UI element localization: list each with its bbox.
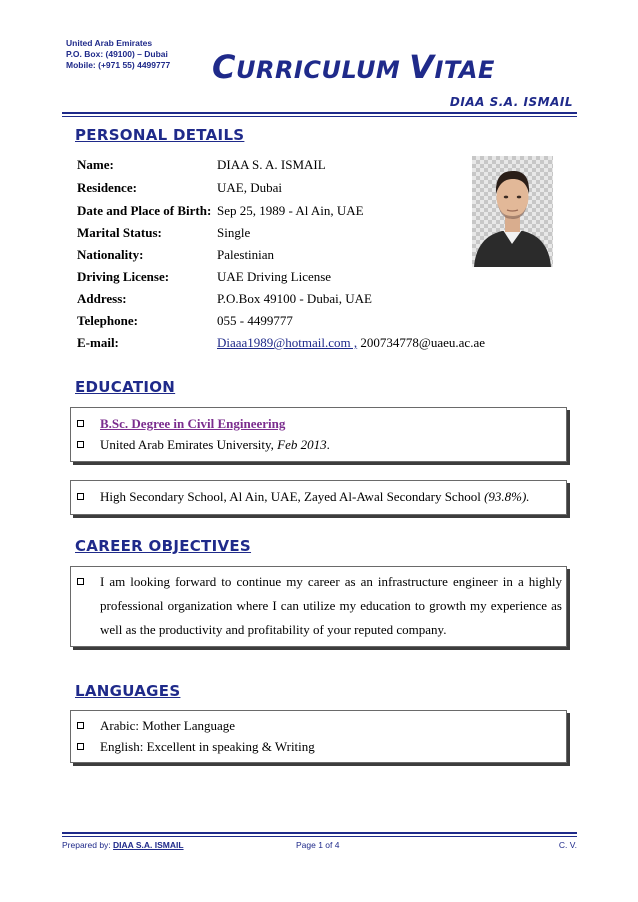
title-rest-vitae: ITAE <box>434 56 495 84</box>
university-line <box>100 435 330 455</box>
header-divider-thin <box>62 116 577 117</box>
square-bullet-icon <box>77 420 84 427</box>
personal-row-name <box>77 155 326 175</box>
address-line-country: United Arab Emirates <box>66 38 153 48</box>
personal-label: Name: <box>77 157 114 172</box>
personal-label: Address: <box>77 291 127 306</box>
personal-row-birth <box>77 201 364 221</box>
footer-prepared-by <box>62 840 184 850</box>
education-heading: EDUCATION <box>75 378 176 396</box>
footer-page-number: Page 1 of 4 <box>296 840 340 850</box>
personal-row-nationality <box>77 245 274 265</box>
personal-details-heading: PERSONAL DETAILS <box>75 126 245 144</box>
email-secondary: 200734778@uaeu.ac.ae <box>357 335 485 350</box>
personal-value: DIAA S. A. ISMAIL <box>217 157 326 172</box>
personal-row-address <box>77 289 372 309</box>
personal-row-license <box>77 267 331 287</box>
personal-value: Palestinian <box>217 247 275 262</box>
personal-row-telephone <box>77 311 293 331</box>
personal-row-marital <box>77 223 250 243</box>
footer-cv-label: C. V. <box>558 840 577 850</box>
square-bullet-icon <box>77 578 84 585</box>
personal-label: Telephone: <box>77 313 138 328</box>
header-address <box>66 38 170 71</box>
square-bullet-icon <box>77 743 84 750</box>
address-line-mobile: Mobile: (+971 55) 4499777 <box>66 60 171 70</box>
title-initial-c: C <box>212 48 236 86</box>
language-arabic: Arabic: Mother Language <box>100 718 236 733</box>
footer-prepared-label: Prepared by: <box>62 840 114 850</box>
personal-value: 055 - 4499777 <box>217 313 293 328</box>
school-grade: (93.8%). <box>484 489 530 504</box>
personal-row-email <box>77 333 485 353</box>
personal-value: UAE, Dubai <box>217 180 282 195</box>
personal-label: E-mail: <box>77 335 119 350</box>
school-name: High Secondary School, Al Ain, UAE, Zayed Al-Awal Secondary School <box>100 489 485 504</box>
footer-prepared-name: DIAA S.A. ISMAIL <box>113 840 184 850</box>
language-english: English: Excellent in speaking & Writing <box>100 739 315 754</box>
career-objectives-heading: CAREER OBJECTIVES <box>75 537 252 555</box>
title-initial-v: V <box>409 48 435 86</box>
school-line <box>100 487 530 507</box>
personal-value: P.O.Box 49100 - Dubai, UAE <box>217 291 372 306</box>
personal-value <box>217 333 485 353</box>
university-date: Feb 2013 <box>277 437 327 452</box>
address-line-pobox: P.O. Box: (49100) – Dubai <box>66 49 168 59</box>
personal-value: UAE Driving License <box>217 269 332 284</box>
square-bullet-icon <box>77 722 84 729</box>
personal-label: Date and Place of Birth: <box>77 203 212 218</box>
footer-divider-thin <box>62 836 577 837</box>
university-end: . <box>326 437 330 452</box>
profile-photo <box>472 156 553 267</box>
education-school-box <box>70 480 567 515</box>
personal-label: Nationality: <box>77 247 144 262</box>
square-bullet-icon <box>77 441 84 448</box>
personal-label: Marital Status: <box>77 225 162 240</box>
title-rest-curriculum: URRICULUM <box>235 56 410 84</box>
university-name: United Arab Emirates University, <box>100 437 278 452</box>
profile-photo-image <box>472 156 553 267</box>
languages-box <box>70 710 567 763</box>
career-objective-text: I am looking forward to continue my career as an infrastructure engineer in a highly professional organization where I can utilize my education to growth my experience as well as the productivity and profitability of your reputed company. <box>100 574 562 637</box>
square-bullet-icon <box>77 493 84 500</box>
document-title <box>212 48 495 86</box>
personal-value: Single <box>217 225 251 240</box>
email-link[interactable]: Diaaa1989@hotmail.com , <box>217 335 358 350</box>
personal-value: Sep 25, 1989 - Al Ain, UAE <box>217 203 364 218</box>
personal-label: Driving License: <box>77 269 170 284</box>
education-university-box <box>70 407 567 462</box>
languages-heading: LANGUAGES <box>75 682 181 700</box>
personal-row-residence <box>77 178 282 198</box>
personal-label: Residence: <box>77 180 137 195</box>
header-name: DIAA S.A. ISMAIL <box>449 95 573 109</box>
degree-title: B.Sc. Degree in Civil Engineering <box>100 416 286 431</box>
header-divider <box>62 112 577 114</box>
career-objectives-box <box>70 566 567 647</box>
footer-divider <box>62 832 577 834</box>
